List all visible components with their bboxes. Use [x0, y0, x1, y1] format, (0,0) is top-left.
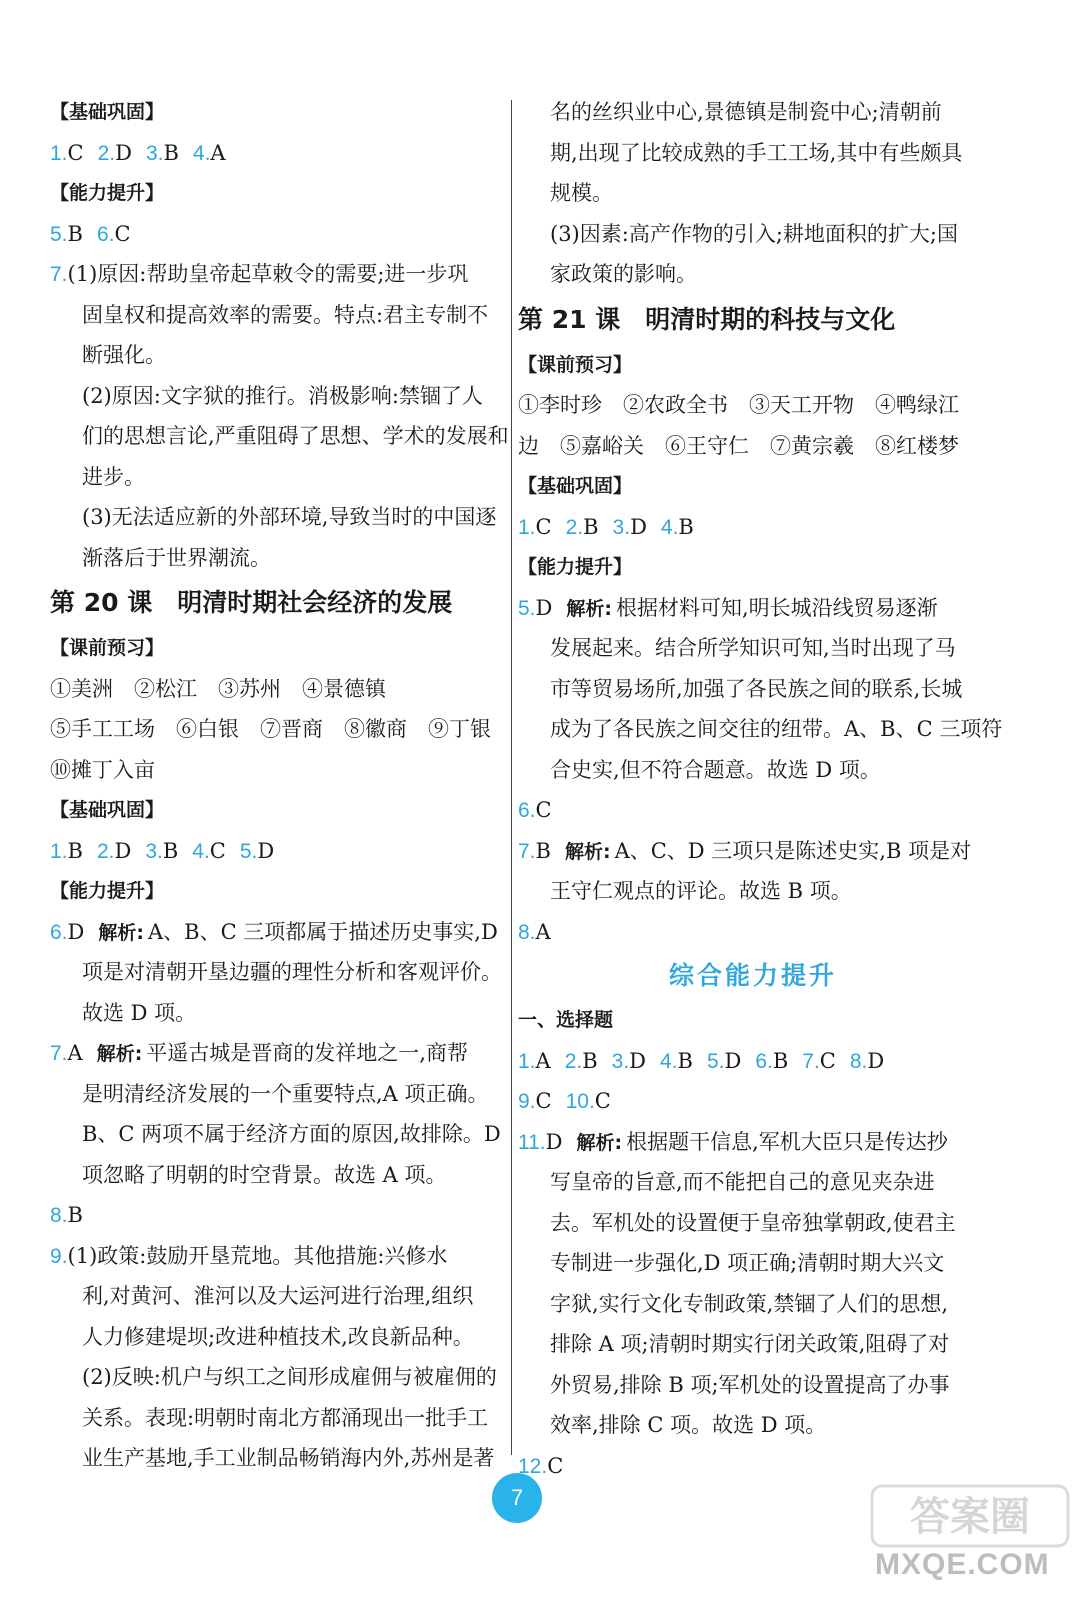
answer-continuation: 项忽略了明朝的时空背景。故选 A 项。 [82, 1162, 447, 1187]
question-number: 8. [849, 1049, 868, 1073]
answer-row [518, 912, 988, 953]
section-heading: 【能力提升】 [518, 556, 633, 578]
answer-continuation: 合史实,但不符合题意。故选 D 项。 [550, 757, 881, 782]
analysis-label: 解析: [564, 840, 611, 863]
question-number: 10. [565, 1090, 595, 1113]
answer-pair [518, 1089, 552, 1113]
answer-pair [50, 222, 83, 246]
question-number: 8. [518, 920, 536, 944]
answer-continuation: 字狱,实行文化专制政策,禁锢了人们的思想, [550, 1291, 949, 1316]
answer-row [50, 133, 506, 174]
answer-pair [802, 1049, 836, 1073]
question-number: 5. [518, 596, 536, 620]
answer-text: A、B、C 三项都属于描述历史事实,D [147, 919, 498, 944]
answer-value: B [67, 1203, 83, 1227]
answer-row [50, 1195, 506, 1236]
answer-value: D [867, 1048, 885, 1073]
answer-pair [193, 141, 226, 165]
question-number: 9. [50, 1244, 68, 1268]
answer-continuation: 效率,排除 C 项。故选 D 项。 [550, 1413, 827, 1437]
question-number: 9. [518, 1090, 536, 1113]
answer-pair [50, 1203, 83, 1227]
answer-row [518, 1041, 988, 1082]
answer-pair [50, 839, 83, 863]
section-heading: 【能力提升】 [50, 880, 165, 902]
answer-item [518, 588, 988, 629]
answer-continuation: 排除 A 项;清朝时期实行闭关政策,阻碍了对 [550, 1332, 950, 1356]
answer-continuation: 期,出现了比较成熟的手工工场,其中有些颇具 [550, 140, 963, 165]
answer-pair [98, 141, 132, 165]
question-number: 3. [145, 839, 163, 863]
answer-text: (1)政策:鼓励开垦荒地。其他措施:兴修水 [67, 1243, 448, 1268]
answer-continuation: 名的丝织业中心,景德镇是制瓷中心;清朝前 [550, 100, 942, 124]
question-number: 1. [518, 1049, 536, 1073]
answer-continuation: 发展起来。结合所学知识可知,当时出现了马 [550, 636, 956, 660]
answer-text: A、C、D 三项只是陈述史实,B 项是对 [614, 838, 972, 863]
question-number: 1. [518, 515, 536, 539]
answer-value: C [819, 1048, 836, 1073]
right-column [518, 92, 1003, 1486]
question-number: 2. [97, 141, 116, 165]
answer-continuation: 们的思想言论,严重阻碍了思想、学术的发展和 [82, 424, 509, 448]
question-number: 6. [755, 1049, 773, 1073]
section-heading: 【基础巩固】 [50, 799, 165, 821]
svg-text:答案圈: 答案圈 [910, 1494, 1030, 1540]
answer-continuation: (2)原因:文字狱的推行。消极影响:禁锢了人 [82, 383, 483, 408]
question-number: 7. [50, 1042, 68, 1065]
answer-pair [566, 1089, 611, 1113]
section-heading: 【课前预习】 [518, 353, 633, 376]
question-number: 12. [518, 1454, 548, 1478]
question-number: 8. [50, 1204, 68, 1227]
answer-text: (1)原因:帮助皇帝起草敕令的需要;进一步巩 [67, 262, 469, 286]
answer-value: A [535, 1048, 551, 1073]
answer-pair [518, 798, 552, 822]
section-heading: 【基础巩固】 [50, 101, 165, 123]
question-number: 5. [239, 839, 258, 863]
answer-item [518, 831, 988, 872]
question-number: 7. [802, 1049, 820, 1073]
preview-answers: ⑤手工工场 ⑥白银 ⑦晋商 ⑧徽商 ⑨丁银 [50, 717, 491, 741]
answer-text: 平遥古城是晋商的发祥地之一,商帮 [146, 1041, 468, 1065]
answer-value: D [257, 838, 275, 863]
answer-value: B [678, 514, 694, 539]
answer-continuation: 业生产基地,手工业制品畅销海内外,苏州是著 [82, 1446, 495, 1470]
answer-text: 根据题干信息,军机大臣只是传达抄 [626, 1129, 948, 1154]
answer-pair [850, 1049, 884, 1073]
question-number: 2. [96, 839, 115, 863]
answer-continuation: 断强化。 [82, 343, 166, 367]
answer-value: D [545, 1129, 563, 1154]
section-heading: 【能力提升】 [50, 182, 165, 204]
answer-pair [518, 515, 552, 539]
answer-pair [240, 839, 274, 863]
answer-continuation: 规模。 [550, 181, 613, 205]
preview-answers: ①李时珍 ②农政全书 ③天工开物 ④鸭绿江 [518, 393, 959, 417]
answer-value: B [677, 1048, 693, 1073]
answer-value: B [535, 838, 551, 863]
answer-continuation: 是明清经济发展的一个重要特点,A 项正确。 [82, 1081, 489, 1106]
answer-value: D [630, 514, 647, 539]
answer-value: D [67, 919, 85, 944]
question-number: 2. [565, 515, 584, 539]
answer-continuation: 写皇帝的旨意,而不能把自己的意见夹杂进 [550, 1170, 935, 1194]
question-number: 5. [50, 222, 68, 246]
answer-value: B [772, 1048, 789, 1073]
answer-value: C [594, 1089, 611, 1113]
answer-continuation: 关系。表现:明朝时南北方都涌现出一批手工 [82, 1405, 489, 1430]
section-heading: 【课前预习】 [50, 637, 165, 659]
answer-pair [97, 222, 131, 246]
answer-text: 根据材料可知,明长城沿线贸易逐渐 [615, 595, 938, 620]
answer-item [50, 1033, 506, 1074]
answer-value: C [535, 798, 552, 822]
answer-continuation: 王守仁观点的评论。故选 B 项。 [550, 879, 852, 903]
answer-value: B [163, 140, 179, 165]
answer-pair [660, 1049, 693, 1073]
answer-value: B [67, 838, 83, 863]
answer-value: A [67, 1041, 83, 1065]
question-number: 5. [706, 1049, 725, 1073]
answer-row [50, 214, 506, 255]
answer-continuation: 市等贸易场所,加强了各民族之间的联系,长城 [550, 676, 963, 701]
question-number: 4. [192, 141, 211, 165]
section-heading: 一、选择题 [518, 1009, 614, 1031]
answer-continuation: 外贸易,排除 B 项;军机处的设置提高了办事 [550, 1372, 950, 1397]
question-number: 3. [145, 141, 164, 165]
answer-value: D [724, 1048, 742, 1073]
answer-pair [97, 839, 131, 863]
answer-row [518, 1081, 988, 1122]
answer-value: D [629, 1048, 646, 1073]
analysis-label: 解析: [96, 1043, 143, 1065]
answer-continuation: (3)因素:高产作物的引入;耕地面积的扩大;国 [550, 221, 958, 246]
answer-value: C [535, 1089, 552, 1113]
answer-row [50, 831, 506, 872]
answer-row [518, 507, 988, 548]
answer-pair [518, 920, 551, 944]
answer-item [518, 1122, 988, 1163]
question-number: 7. [50, 263, 68, 286]
left-column [50, 92, 509, 1479]
answer-pair [518, 1049, 551, 1073]
answer-pair [192, 839, 226, 863]
answer-value: D [114, 838, 132, 863]
answer-row [518, 790, 988, 831]
preview-answers: ①美洲 ②松江 ③苏州 ④景德镇 [50, 676, 386, 701]
answer-pair [566, 515, 599, 539]
answer-value: B [162, 838, 179, 863]
preview-answers: 边 ⑤嘉峪关 ⑥王守仁 ⑦黄宗羲 ⑧红楼梦 [518, 433, 959, 458]
answer-continuation: (2)反映:机户与织工之间形成雇佣与被雇佣的 [82, 1365, 497, 1389]
question-number: 4. [660, 1049, 678, 1073]
answer-pair [565, 1049, 598, 1073]
answer-continuation: (3)无法适应新的外部环境,导致当时的中国逐 [82, 505, 497, 529]
question-number: 6. [518, 799, 536, 822]
answer-value: C [67, 140, 84, 165]
question-number: 11. [518, 1130, 546, 1154]
answer-value: D [115, 140, 132, 165]
answer-pair [707, 1049, 741, 1073]
answer-continuation: 家政策的影响。 [550, 262, 697, 286]
answer-continuation: 人力修建堤坝;改进种植技术,改良新品种。 [82, 1324, 474, 1349]
watermark-url: MXQE.COM [875, 1548, 1050, 1581]
analysis-label: 解析: [576, 1131, 623, 1154]
answer-pair [145, 839, 178, 863]
answer-continuation: 去。军机处的设置便于皇帝独掌朝政,使君主 [550, 1210, 956, 1235]
comprehensive-banner: 综合能力提升 [668, 961, 837, 990]
question-number: 4. [660, 515, 679, 539]
answer-item [50, 912, 506, 953]
answer-value: C [114, 221, 131, 246]
answer-continuation: 渐落后于世界潮流。 [82, 545, 271, 570]
answer-value: D [535, 595, 553, 620]
question-number: 1. [50, 839, 68, 863]
answer-continuation: 故选 D 项。 [82, 1000, 197, 1025]
question-number: 2. [564, 1049, 583, 1073]
lesson-title: 第 20 课 明清时期社会经济的发展 [50, 588, 453, 617]
analysis-label: 解析: [98, 921, 144, 944]
lesson-title: 第 21 课 明清时期的科技与文化 [518, 304, 896, 334]
answer-continuation: 专制进一步强化,D 项正确;清朝时期大兴文 [550, 1251, 945, 1275]
answer-value: C [209, 838, 226, 863]
section-heading: 【基础巩固】 [518, 475, 633, 497]
question-number: 4. [192, 839, 210, 863]
answer-pair [50, 141, 84, 165]
question-number: 3. [612, 515, 631, 539]
answer-item [50, 1236, 506, 1277]
answer-value: A [210, 140, 226, 165]
answer-value: B [583, 514, 599, 539]
column-divider [511, 100, 512, 1455]
answer-pair [612, 1049, 646, 1073]
answer-value: B [67, 221, 83, 246]
answer-continuation: 成为了各民族之间交往的纽带。A、B、C 三项符 [550, 717, 1003, 741]
answer-pair [755, 1049, 788, 1073]
question-number: 7. [518, 839, 536, 863]
answer-value: C [547, 1453, 564, 1478]
preview-answers: ⑩摊丁入亩 [50, 757, 155, 782]
answer-continuation: 利,对黄河、淮河以及大运河进行治理,组织 [82, 1284, 474, 1308]
answer-value: C [535, 514, 552, 539]
question-number: 3. [611, 1049, 630, 1073]
answer-continuation: 固皇权和提高效率的需要。特点:君主专制不 [82, 302, 489, 327]
answer-pair [661, 515, 694, 539]
answer-pair [146, 141, 179, 165]
answer-item [50, 254, 506, 295]
answer-continuation: B、C 两项不属于经济方面的原因,故排除。D [82, 1122, 501, 1146]
page-number-badge: 7 [492, 1473, 542, 1523]
question-number: 6. [50, 920, 68, 944]
answer-pair [613, 515, 647, 539]
answer-value: A [535, 919, 551, 944]
question-number: 6. [96, 222, 115, 246]
question-number: 1. [50, 141, 68, 165]
answer-continuation: 进步。 [82, 464, 145, 489]
answer-value: B [582, 1048, 598, 1073]
analysis-label: 解析: [566, 597, 612, 620]
answer-continuation: 项是对清朝开垦边疆的理性分析和客观评价。 [82, 960, 502, 984]
